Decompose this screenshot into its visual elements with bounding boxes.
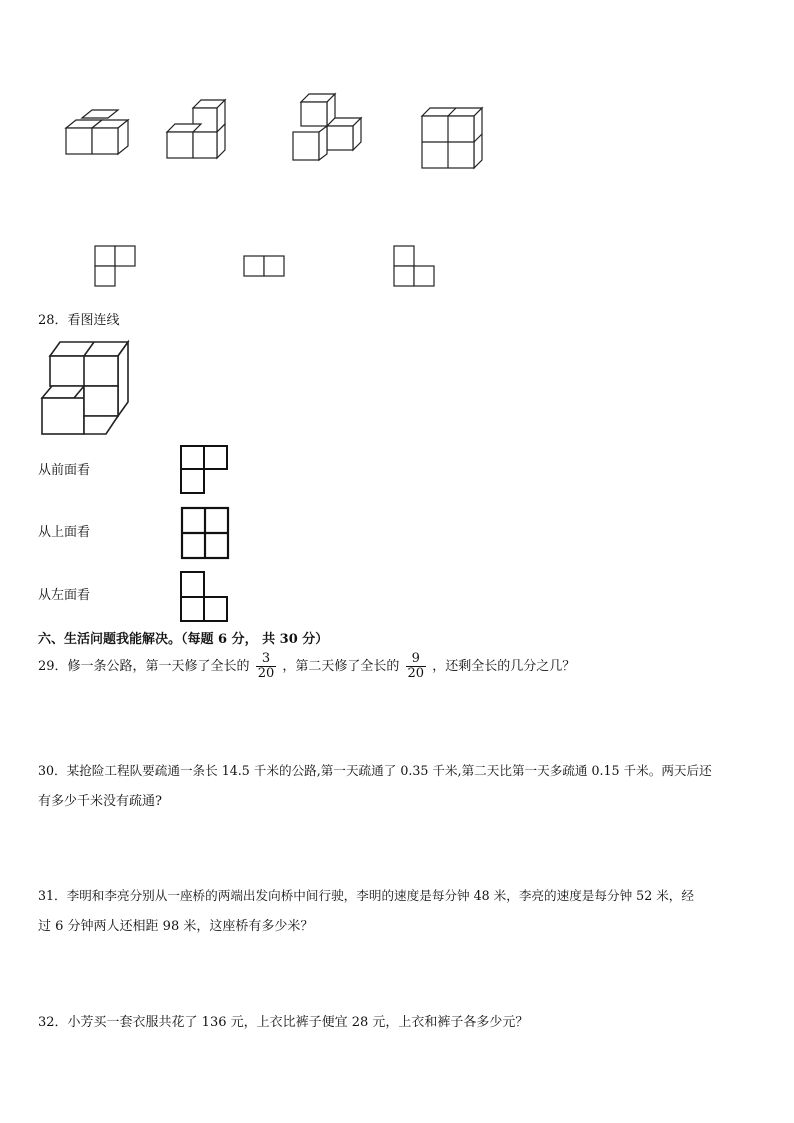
q29-text-pre: 29．修一条公路，第一天修了全长的 xyxy=(38,659,250,674)
question-31-line-1: 31．李明和李亮分别从一座桥的两端出发向桥中间行驶，李明的速度是每分钟 48 米，李亮的速度是每分钟 52 米，经 xyxy=(38,888,694,903)
fraction-numerator: 9 xyxy=(411,651,420,666)
fraction-denominator: 20 xyxy=(257,666,275,681)
q28-title: 28．看图连线 xyxy=(38,313,120,328)
front-view-shape[interactable] xyxy=(179,444,229,496)
square-cube-figure xyxy=(418,104,488,170)
fraction-denominator: 20 xyxy=(407,666,425,681)
q28-solid-figure xyxy=(38,338,134,438)
question-30-line-1: 30．某抢险工程队要疏通一条长 14.5 千米的公路,第一天疏通了 0.35 千米,第二天比第一天多疏通 0.15 千米。两天后还 xyxy=(38,763,712,778)
view-shape-l-down xyxy=(393,245,435,287)
q29-text-mid: ，第二天修了全长的 xyxy=(282,659,400,674)
three-cube-figure xyxy=(60,108,130,164)
view-shape-two-row xyxy=(243,255,287,277)
question-29 xyxy=(38,652,575,681)
section-six-heading: 六、生活问题我能解决。（每题 6 分， 共 30 分） xyxy=(38,632,329,647)
fraction-numerator: 3 xyxy=(261,651,271,666)
stacked-four-cube-figure xyxy=(163,98,233,164)
view-shape-l-up xyxy=(94,245,136,287)
left-view-shape[interactable] xyxy=(179,570,229,624)
label-top-view: 从上面看 xyxy=(38,525,91,540)
top-view-shape[interactable] xyxy=(180,506,230,560)
tower-cube-figure xyxy=(289,92,365,164)
label-left-view: 从左面看 xyxy=(38,588,91,603)
question-31-line-2: 过 6 分钟两人还相距 98 米，这座桥有多少米？ xyxy=(38,919,314,934)
question-32-line-1: 32．小芳买一套衣服共花了 136 元，上衣比裤子便宜 28 元，上衣和裤子各多少元？ xyxy=(38,1015,529,1030)
question-30-line-2: 有多少千米没有疏通? xyxy=(38,794,162,809)
fraction-3-20 xyxy=(256,652,277,681)
fraction-9-20 xyxy=(406,652,427,681)
q29-text-post: ，还剩全长的几分之几？ xyxy=(432,659,576,674)
label-front-view: 从前面看 xyxy=(38,463,91,478)
